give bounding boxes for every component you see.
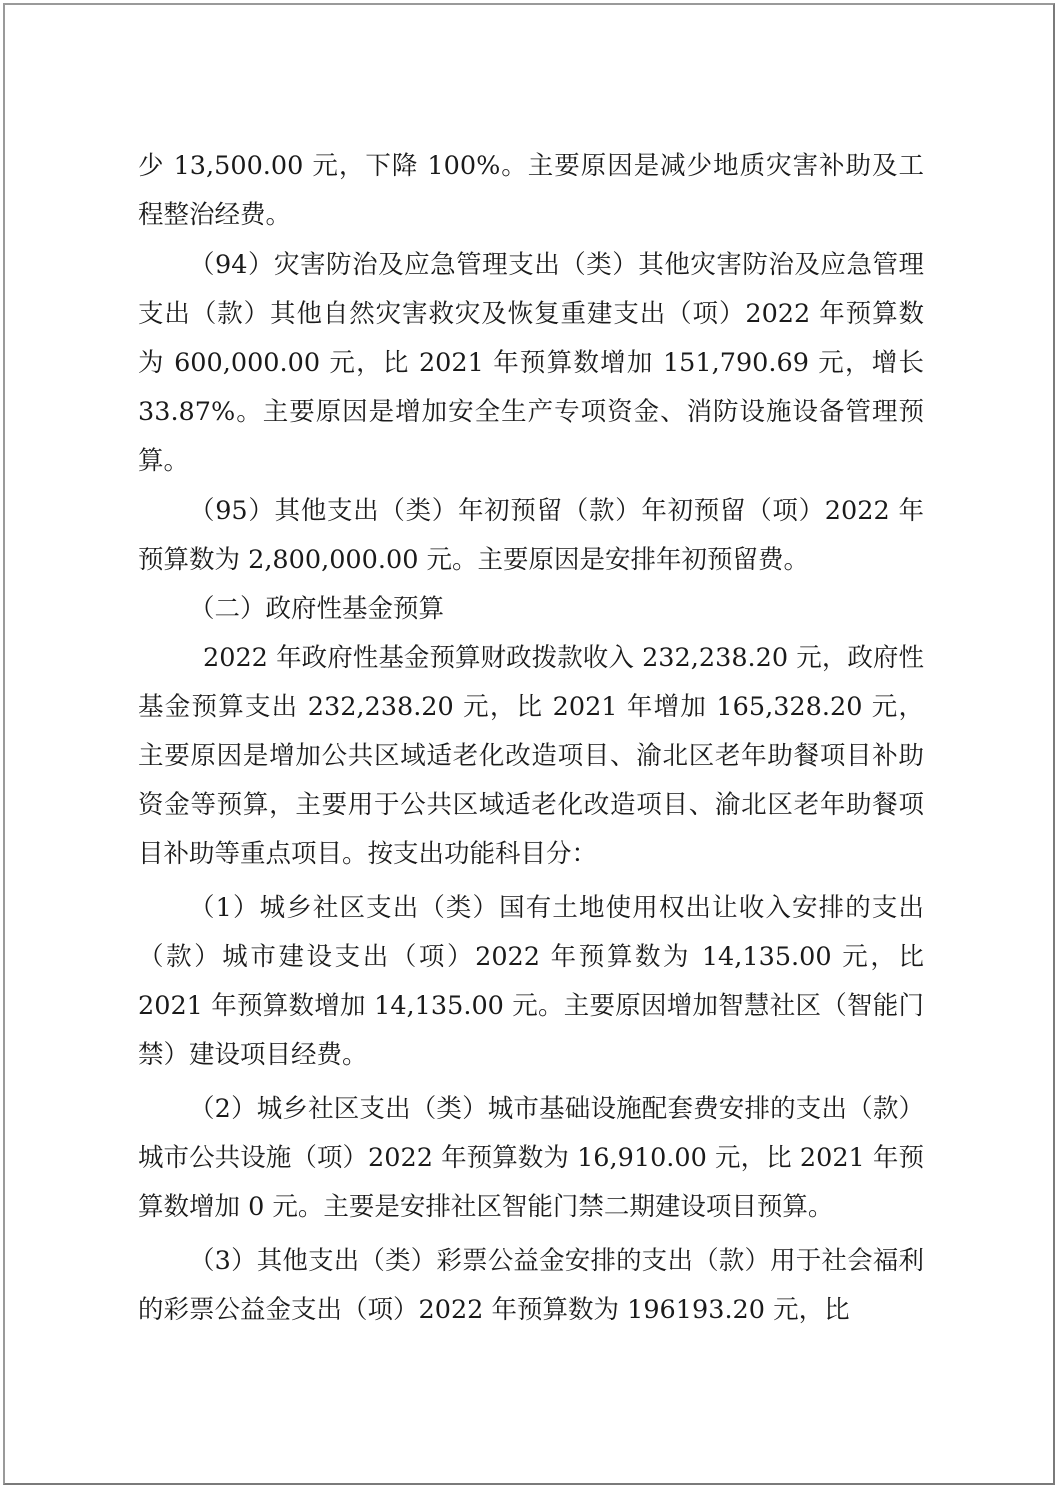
- paragraph-continuation: 少 13,500.00 元，下降 100%。主要原因是减少地质灾害补助及工程整治经费。: [138, 151, 924, 230]
- paragraph-fund-item-1: （1）城乡社区支出（类）国有土地使用权出让收入安排的支出（款）城市建设支出（项）2022 年预算数为 14,135.00 元，比 2021 年预算数增加 14,135.00 元。主要原因增加智慧社区（智能门禁）建设项目经费。: [138, 893, 924, 1070]
- section-heading-fund-budget: （二）政府性基金预算: [189, 594, 445, 624]
- paragraph-fund-item-3: （3）其他支出（类）彩票公益金安排的支出（款）用于社会福利的彩票公益金支出（项）2022 年预算数为 196193.20 元，比: [138, 1246, 924, 1325]
- paragraph-item-95: （95）其他支出（类）年初预留（款）年初预留（项）2022 年预算数为 2,800,000.00 元。主要原因是安排年初预留费。: [138, 496, 924, 575]
- paragraph-fund-item-2: （2）城乡社区支出（类）城市基础设施配套费安排的支出（款）城市公共设施（项）2022 年预算数为 16,910.00 元，比 2021 年预算数增加 0 元。主要是安排社区智能门禁二期建设项目预算。: [138, 1094, 924, 1222]
- paragraph-fund-budget-summary: 2022 年政府性基金预算财政拨款收入 232,238.20 元，政府性基金预算支出 232,238.20 元，比 2021 年增加 165,328.20 元，主要原因是增加公共区域适老化改造项目、渝北区老年助餐项目补助资金等预算，主要用于公共区域适老化改造项目、渝北区老年助餐项目补助等重点项目。按支出功能科目分：: [138, 643, 924, 869]
- document-body: [138, 142, 924, 1335]
- paragraph-item-94: （94）灾害防治及应急管理支出（类）其他灾害防治及应急管理支出（款）其他自然灾害救灾及恢复重建支出（项）2022 年预算数为 600,000.00 元，比 2021 年预算数增加 151,790.69 元，增长 33.87%。主要原因是增加安全生产专项资金、消防设施设备管理预算。: [138, 250, 924, 476]
